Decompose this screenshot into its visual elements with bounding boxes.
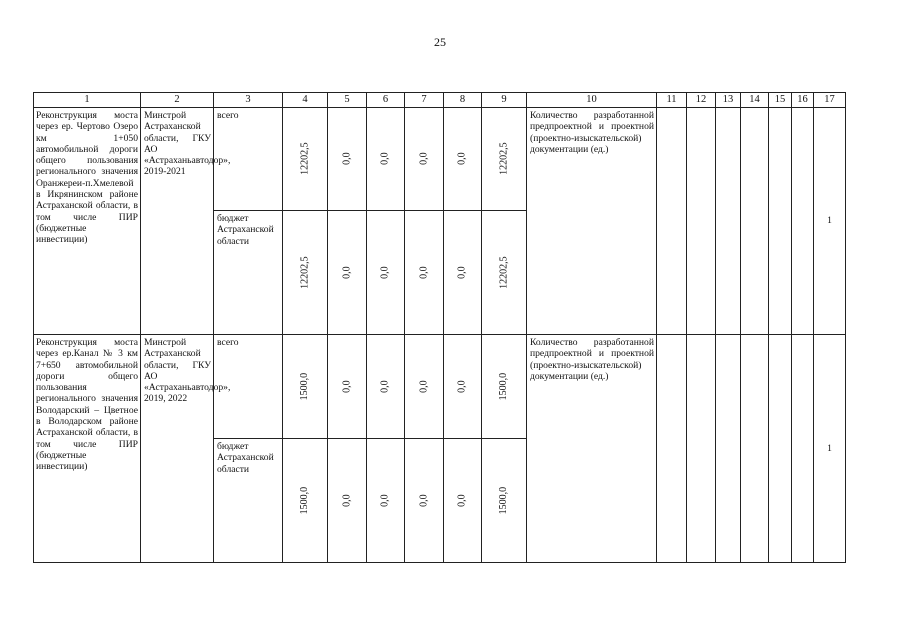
amount-value: 0,0: [418, 266, 430, 279]
source-label: бюджет Астраханской области: [214, 439, 283, 563]
amount-value: 0,0: [341, 266, 353, 279]
amount-cell: [367, 335, 405, 439]
amount-cell: [283, 335, 328, 439]
header-cell: 14: [741, 93, 769, 108]
indicator-value: 1: [814, 335, 846, 563]
amount-cell: [367, 108, 405, 211]
amount-cell: [482, 439, 527, 563]
page-number: 25: [434, 35, 446, 49]
project-executor: Минстрой Астраханской области, ГКУ АО «Астраханьавтодор», 2019, 2022: [141, 335, 214, 563]
amount-value: 0,0: [341, 494, 353, 507]
header-cell: 6: [367, 93, 405, 108]
table-row: [34, 108, 846, 211]
amount-value: 0,0: [341, 380, 353, 393]
header-cell: 7: [405, 93, 444, 108]
amount-value: 1500,0: [299, 486, 311, 515]
project-description: Реконструкция моста через ер. Чертово Озеро км 1+050 автомобильной дороги общего пользования регионального значения Оранжереи-п.Хмелевой в Икрянинском районе Астраханской области, в том числе ПИР (бюджетные инвестиции): [34, 108, 141, 335]
header-cell: 15: [769, 93, 792, 108]
amount-cell: [482, 335, 527, 439]
empty-cell: [687, 335, 716, 563]
amount-cell: [405, 108, 444, 211]
amount-cell: [405, 439, 444, 563]
amount-cell: [283, 439, 328, 563]
amount-value: 12202,5: [498, 256, 510, 289]
amount-value: 1500,0: [498, 372, 510, 401]
empty-cell: [657, 108, 687, 335]
header-cell: 5: [328, 93, 367, 108]
amount-cell: [444, 108, 482, 211]
indicator-text: Количество разработанной предпроектной и проектной (проектно-изыскательской) документации (ед.): [527, 335, 657, 563]
amount-cell: [482, 108, 527, 211]
header-cell: 16: [792, 93, 814, 108]
empty-cell: [769, 108, 792, 335]
amount-cell: [405, 211, 444, 335]
source-label: всего: [214, 108, 283, 211]
amount-value: 1500,0: [498, 486, 510, 515]
header-cell: 10: [527, 93, 657, 108]
amount-cell: [405, 335, 444, 439]
amount-value: 1500,0: [299, 372, 311, 401]
indicator-text: Количество разработанной предпроектной и проектной (проектно-изыскательской) документации (ед.): [527, 108, 657, 335]
source-label: бюджет Астраханской области: [214, 211, 283, 335]
amount-cell: [328, 439, 367, 563]
amount-value: 0,0: [341, 152, 353, 166]
amount-value: 0,0: [379, 380, 391, 393]
amount-value: 0,0: [456, 266, 468, 279]
empty-cell: [792, 335, 814, 563]
indicator-value: 1: [814, 108, 846, 335]
empty-cell: [792, 108, 814, 335]
amount-cell: [367, 439, 405, 563]
amount-cell: [328, 211, 367, 335]
source-label: всего: [214, 335, 283, 439]
amount-value: 0,0: [456, 152, 468, 166]
empty-cell: [716, 108, 741, 335]
amount-value: 0,0: [418, 494, 430, 507]
amount-cell: [482, 211, 527, 335]
amount-cell: [328, 335, 367, 439]
amount-value: 12202,5: [299, 142, 311, 176]
amount-cell: [444, 335, 482, 439]
table-row: [34, 335, 846, 439]
header-cell: 3: [214, 93, 283, 108]
empty-cell: [687, 108, 716, 335]
amount-value: 0,0: [379, 152, 391, 166]
amount-value: 0,0: [418, 152, 430, 166]
empty-cell: [741, 335, 769, 563]
amount-value: 0,0: [379, 494, 391, 507]
header-cell: 2: [141, 93, 214, 108]
header-cell: 12: [687, 93, 716, 108]
empty-cell: [657, 335, 687, 563]
empty-cell: [741, 108, 769, 335]
amount-value: 0,0: [379, 266, 391, 279]
amount-value: 12202,5: [498, 142, 510, 176]
header-cell: 9: [482, 93, 527, 108]
project-executor: Минстрой Астраханской области, ГКУ АО «Астраханьавтодор», 2019-2021: [141, 108, 214, 335]
header-cell: 11: [657, 93, 687, 108]
amount-cell: [283, 108, 328, 211]
header-cell: 1: [34, 93, 141, 108]
header-cell: 13: [716, 93, 741, 108]
header-cell: 8: [444, 93, 482, 108]
amount-cell: [283, 211, 328, 335]
amount-cell: [328, 108, 367, 211]
amount-cell: [444, 211, 482, 335]
header-cell: 4: [283, 93, 328, 108]
empty-cell: [716, 335, 741, 563]
amount-cell: [367, 211, 405, 335]
program-table: [33, 92, 846, 563]
project-description: Реконструкция моста через ер.Канал № 3 км 7+650 автомобильной дороги общего пользования регионального значения Володарский – Цветное в Володарском районе Астраханской области, в том числе ПИР (бюджетные инвестиции): [34, 335, 141, 563]
empty-cell: [769, 335, 792, 563]
header-row: [34, 93, 846, 108]
amount-value: 0,0: [456, 380, 468, 393]
amount-value: 12202,5: [299, 256, 311, 289]
amount-cell: [444, 439, 482, 563]
amount-value: 0,0: [418, 380, 430, 393]
header-cell: 17: [814, 93, 846, 108]
amount-value: 0,0: [456, 494, 468, 507]
